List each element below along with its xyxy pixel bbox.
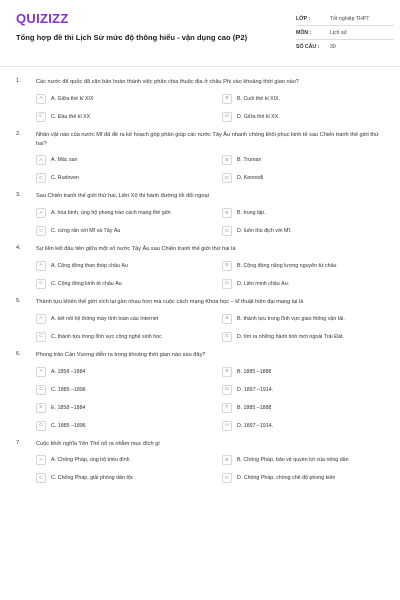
answer-option[interactable] xyxy=(222,278,390,290)
option-text: D. 1897 –1914. xyxy=(237,386,274,393)
option-text: B. Chống Pháp, bảo vệ quyền lợi của nông dân xyxy=(237,457,349,464)
question-row xyxy=(0,192,400,201)
question-text: Cuộc khởi nghĩa Yên Thế nổ ra nhằm mục đích gì xyxy=(36,440,160,447)
question-number: 4. xyxy=(16,245,21,252)
question-item xyxy=(0,192,400,237)
answer-options xyxy=(36,154,400,184)
answer-option[interactable] xyxy=(222,154,390,166)
question-number: 3. xyxy=(16,192,21,199)
option-letter-badge: C xyxy=(36,112,46,122)
question-text: Các nước đế quốc đã căn bản hoàn thành việc phân chia thuộc địa ở châu Phi vào khoảng thời gian nào? xyxy=(36,79,299,85)
answer-options xyxy=(36,454,400,484)
worksheet-header xyxy=(0,0,400,66)
option-letter-badge: A xyxy=(36,367,46,377)
question-item xyxy=(0,131,400,185)
quizizz-logo: QUIZIZZ xyxy=(16,11,69,26)
question-item xyxy=(0,78,400,123)
option-text: A. kết nối hệ thống máy tính toàn cầu Internet xyxy=(51,315,159,322)
question-row xyxy=(0,298,400,307)
option-text: A. Chống Pháp, ủng hộ triều đình xyxy=(51,457,130,464)
meta-value: 30 xyxy=(330,44,336,50)
option-text: E. 1858 –1884 xyxy=(51,404,86,411)
option-text: A. Mác san xyxy=(51,157,78,164)
meta-label: MÔN : xyxy=(296,29,312,36)
question-row xyxy=(0,78,400,87)
meta-value: Tốt nghiệp THPT xyxy=(330,15,370,22)
option-letter-badge: D xyxy=(222,385,232,395)
answer-options xyxy=(36,313,400,343)
option-text: C. cứng rắn với Mĩ và Tây Âu xyxy=(51,228,121,235)
answer-option[interactable] xyxy=(222,172,390,184)
question-row xyxy=(0,440,400,449)
option-letter-badge: D xyxy=(222,112,232,122)
answer-option[interactable] xyxy=(222,207,390,219)
option-letter-badge: G xyxy=(36,421,46,431)
answer-option[interactable] xyxy=(36,384,218,396)
option-letter-badge: B xyxy=(222,155,232,165)
header-divider xyxy=(0,66,400,67)
option-letter-badge: E xyxy=(36,403,46,413)
option-letter-badge: D xyxy=(222,173,232,183)
answer-option[interactable] xyxy=(222,225,390,237)
option-text: C. Rudoven xyxy=(51,175,79,182)
question-text: Thành tựu khiến thế giới xích lại gần nhau hơn mà cuộc cách mạng Khoa học – kĩ thuật hiện đại mang lại là xyxy=(36,298,304,305)
answer-option[interactable] xyxy=(36,154,218,166)
option-letter-badge: A xyxy=(36,94,46,104)
meta-row xyxy=(296,12,394,26)
answer-options xyxy=(36,207,400,237)
option-letter-badge: A xyxy=(36,261,46,271)
option-letter-badge: B xyxy=(222,455,232,465)
answer-option[interactable] xyxy=(222,420,390,432)
option-letter-badge: H xyxy=(222,421,232,431)
option-text: B. 1885 –1888 xyxy=(237,404,272,411)
option-letter-badge: D xyxy=(222,332,232,342)
question-item xyxy=(0,298,400,343)
question-number: 6. xyxy=(16,350,21,357)
question-text: Sự liên kết đầu tiên giữa một số nước Tây Âu sau Chiến tranh thế giới thứ hai là xyxy=(36,246,236,253)
question-item xyxy=(0,351,400,432)
answer-option[interactable] xyxy=(36,331,218,343)
question-row xyxy=(0,245,400,254)
option-text: D. 1897 –1914. xyxy=(237,422,274,429)
question-text: Nhân vật nào của nước Mĩ đã đề ra kế hoạch góp phần giúp các nước Tây Âu nhanh chóng khôi phục kinh tế sau Chiến tranh thế giới thứ hai? xyxy=(36,131,379,147)
meta-row xyxy=(296,26,394,40)
option-letter-badge: D xyxy=(222,279,232,289)
answer-option[interactable] xyxy=(222,384,390,396)
option-text: D. Liên minh châu Âu. xyxy=(237,280,290,287)
answer-option[interactable] xyxy=(222,93,390,105)
option-text: C. Cộng đồng kinh tế châu Âu xyxy=(51,280,122,287)
option-text: D. tìm ra những hành tinh mới ngoài Trái Đất. xyxy=(237,333,344,340)
option-letter-badge: D xyxy=(222,226,232,236)
answer-option[interactable] xyxy=(222,111,390,123)
option-text: B. thành tựu trong lĩnh vực giao thông vận tải. xyxy=(237,315,345,322)
option-text: A. Cộng đồng than thép châu Âu xyxy=(51,262,128,269)
answer-option[interactable] xyxy=(36,420,218,432)
question-text: Phong trào Cần Vương diễn ra trong khoảng thời gian nào sau đây? xyxy=(36,351,206,358)
answer-option[interactable] xyxy=(36,454,218,466)
meta-label: SỐ CÂU : xyxy=(296,44,320,50)
option-text: D. luôn thù địch với Mĩ. xyxy=(237,228,292,235)
question-row xyxy=(0,131,400,149)
question-number: 1. xyxy=(16,78,21,84)
answer-option[interactable] xyxy=(36,111,218,123)
option-letter-badge: C xyxy=(36,473,46,483)
option-text: B. Cộng đồng năng lượng nguyên tử châu xyxy=(237,262,337,269)
option-letter-badge: B xyxy=(222,94,232,104)
meta-value: Lịch sử xyxy=(330,29,348,36)
answer-option[interactable] xyxy=(36,313,218,325)
worksheet-meta xyxy=(296,12,394,54)
option-letter-badge: C xyxy=(36,332,46,342)
answer-option[interactable] xyxy=(36,472,218,484)
question-number: 7. xyxy=(16,439,21,446)
answer-option[interactable] xyxy=(222,331,390,343)
option-letter-badge: A xyxy=(36,314,46,324)
option-letter-badge: C xyxy=(36,385,46,395)
option-text: A. hòa bình, ủng hộ phong trào cách mạng thế giới xyxy=(51,210,171,217)
question-number: 5. xyxy=(16,297,21,304)
question-item xyxy=(0,245,400,290)
option-text: B. Cuối thế kỉ XIX. xyxy=(237,95,280,102)
option-text: A. 1858 –1884 xyxy=(51,368,86,375)
option-text: C. Chống Pháp, giải phóng dân tộc xyxy=(51,475,134,482)
option-letter-badge: C xyxy=(36,279,46,289)
answer-option[interactable] xyxy=(36,402,218,414)
answer-options xyxy=(36,366,400,432)
option-text: D. Giữa thế kỉ XX. xyxy=(237,113,280,120)
option-text: D. Chống Pháp, chống chế độ phong kiến xyxy=(237,475,336,482)
answer-option[interactable] xyxy=(222,402,390,414)
option-text: D. Kennođi xyxy=(237,175,264,182)
option-letter-badge: F xyxy=(222,403,232,413)
option-letter-badge: A xyxy=(36,208,46,218)
option-letter-badge: B xyxy=(222,367,232,377)
option-letter-badge: A xyxy=(36,455,46,465)
answer-option[interactable] xyxy=(222,260,390,272)
option-text: C. Đầu thế kỉ XX xyxy=(51,113,91,120)
option-text: B. 1885 –1888 xyxy=(237,368,272,375)
answer-option[interactable] xyxy=(36,172,218,184)
option-text: B. trung lập. xyxy=(237,210,266,217)
answer-option[interactable] xyxy=(222,366,390,378)
answer-option[interactable] xyxy=(36,366,218,378)
question-row xyxy=(0,351,400,360)
option-text: C. 1885 –1896 xyxy=(51,386,86,393)
option-letter-badge: B xyxy=(222,261,232,271)
option-text: A. Giữa thế kỉ XIX xyxy=(51,95,94,102)
answer-options xyxy=(36,260,400,290)
question-list xyxy=(0,78,400,492)
answer-option[interactable] xyxy=(36,93,218,105)
answer-option[interactable] xyxy=(36,278,218,290)
option-letter-badge: D xyxy=(222,473,232,483)
meta-row xyxy=(296,40,394,54)
option-text: B. Truman xyxy=(237,157,262,164)
answer-options xyxy=(36,93,400,123)
question-item xyxy=(0,440,400,485)
option-letter-badge: B xyxy=(222,208,232,218)
option-letter-badge: C xyxy=(36,226,46,236)
answer-option[interactable] xyxy=(36,207,218,219)
worksheet-title: Tổng hợp đề thi Lịch Sử mức độ thông hiểu - vận dụng cao (P2) xyxy=(16,33,248,42)
answer-option[interactable] xyxy=(36,225,218,237)
answer-option[interactable] xyxy=(222,472,390,484)
option-letter-badge: B xyxy=(222,314,232,324)
question-text: Sau Chiến tranh thế giới thứ hai, Liên Xô thi hành đường lối đối ngoại xyxy=(36,193,209,200)
option-text: C. 1885 –1896 xyxy=(51,422,86,429)
meta-label: LỚP : xyxy=(296,15,311,22)
answer-option[interactable] xyxy=(222,313,390,325)
option-letter-badge: C xyxy=(36,173,46,183)
option-text: C. thành tựu trong lĩnh vực công nghệ sinh học xyxy=(51,333,162,340)
answer-option[interactable] xyxy=(222,454,390,466)
option-letter-badge: A xyxy=(36,155,46,165)
answer-option[interactable] xyxy=(36,260,218,272)
question-number: 2. xyxy=(16,130,21,137)
